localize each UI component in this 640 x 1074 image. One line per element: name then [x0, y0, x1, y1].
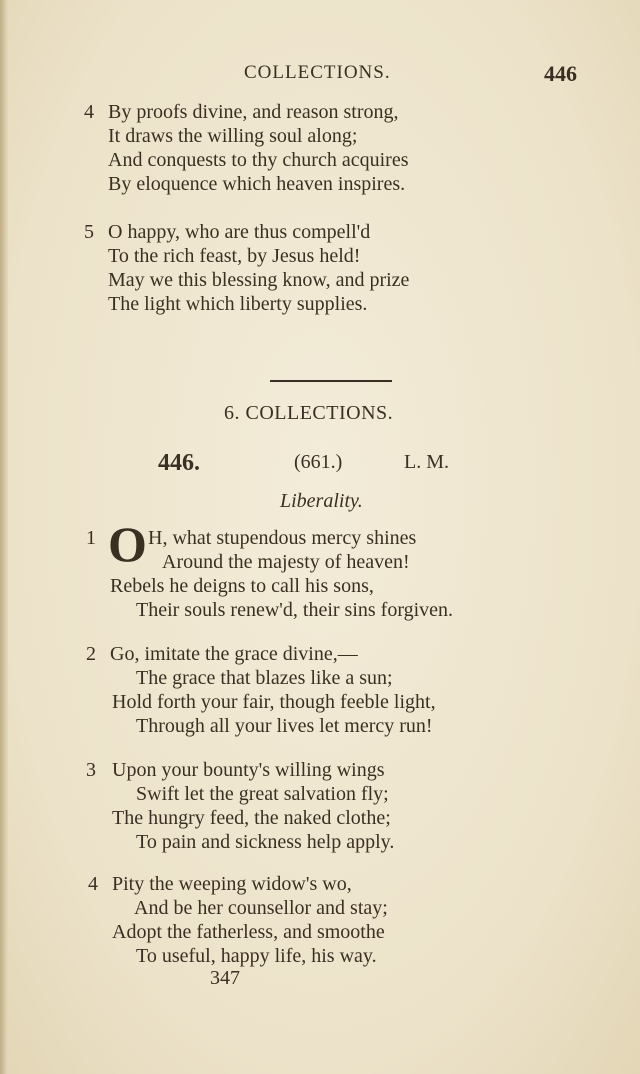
hymn-meter: L. M.	[404, 451, 449, 473]
verse-line: May we this blessing know, and prize	[108, 269, 410, 291]
verse-line: By proofs divine, and reason strong,	[108, 101, 399, 123]
verse-line: Go, imitate the grace divine,—	[110, 643, 358, 665]
verse-line: The grace that blazes like a sun;	[136, 667, 393, 689]
verse-line: To useful, happy life, his way.	[136, 945, 377, 967]
page-number: 446	[544, 61, 577, 86]
hymn-subject: Liberality.	[280, 490, 363, 512]
verse-line: Upon your bounty's willing wings	[112, 759, 385, 781]
stanza-number: 4	[88, 873, 98, 895]
verse-line: Through all your lives let mercy run!	[136, 715, 433, 737]
stanza-number: 3	[86, 759, 96, 781]
stanza-number: 4	[84, 101, 94, 123]
section-divider	[270, 380, 392, 382]
verse-line: Hold forth your fair, though feeble light,	[112, 691, 436, 713]
hymn-number: 446.	[158, 450, 200, 476]
verse-line: O happy, who are thus compell'd	[108, 221, 371, 243]
verse-line: Rebels he deigns to call his sons,	[110, 575, 374, 597]
verse-line: Pity the weeping widow's wo,	[112, 873, 352, 895]
hymn-reference: (661.)	[294, 451, 343, 473]
verse-line: To the rich feast, by Jesus held!	[108, 245, 361, 267]
verse-line: It draws the willing soul along;	[108, 125, 358, 147]
verse-line: Around the majesty of heaven!	[162, 551, 410, 573]
verse-line: Swift let the great salvation fly;	[136, 783, 389, 805]
verse-line: The hungry feed, the naked clothe;	[112, 807, 391, 829]
verse-line: H, what stupendous mercy shines	[148, 527, 417, 549]
verse-line: And be her counsellor and stay;	[134, 897, 388, 919]
page-spine-shadow	[0, 0, 8, 1074]
verse-line: The light which liberty supplies.	[108, 293, 368, 315]
stanza-number: 1	[86, 527, 96, 549]
stanza-number: 5	[84, 221, 94, 243]
section-heading: 6. COLLECTIONS.	[224, 402, 394, 424]
verse-line: To pain and sickness help apply.	[136, 831, 395, 853]
running-header-title: COLLECTIONS.	[244, 62, 391, 83]
verse-line: And conquests to thy church acquires	[108, 149, 409, 171]
verse-line: Adopt the fatherless, and smoothe	[112, 921, 385, 943]
verse-line: Their souls renew'd, their sins forgiven.	[136, 599, 454, 621]
signature-mark: 347	[210, 967, 240, 989]
drop-cap: O	[108, 516, 147, 572]
stanza-number: 2	[86, 643, 96, 665]
verse-line: By eloquence which heaven inspires.	[108, 173, 406, 195]
